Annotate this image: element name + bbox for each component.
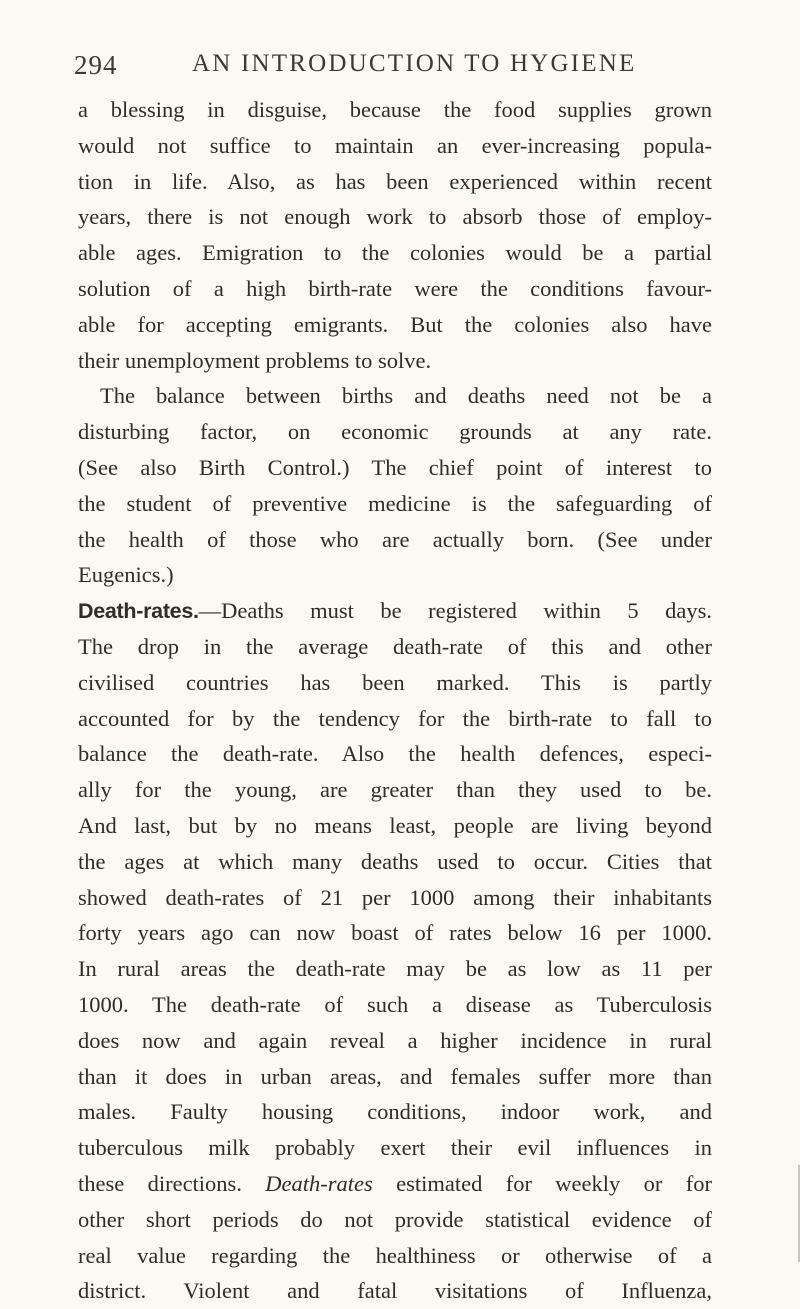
text-line: solution of a high birth-rate were the conditions favour- — [78, 275, 712, 301]
text-line: a blessing in disguise, because the food supplies grown — [78, 97, 712, 122]
text-line: their unemployment problems to solve. — [78, 347, 432, 373]
text-line: In rural areas the death-rate may be as low as 11 per — [78, 956, 712, 982]
text-line: able for accepting emigrants. But the colonies also have — [78, 311, 712, 337]
text-line: The drop in the average death-rate of this and other — [78, 633, 712, 659]
section-first-line — [78, 593, 712, 629]
page-header — [74, 50, 714, 90]
text-line: males. Faulty housing conditions, indoor work, and — [78, 1099, 712, 1125]
text-line: 1000. The death-rate of such a disease as Tuberculosis — [78, 991, 712, 1017]
text-line: the student of preventive medicine is the safeguarding of — [78, 490, 712, 516]
emphasis-term: Death-rates — [265, 1170, 373, 1196]
text-line: able ages. Emigration to the colonies would be a partial — [78, 240, 712, 266]
text-line: balance the death-rate. Also the health defences, especi- — [78, 741, 712, 767]
text-line: accounted for by the tendency for the birth-rate to fall to — [78, 705, 712, 731]
text-line: forty years ago can now boast of rates below 16 per 1000. — [78, 920, 712, 946]
text-line: tuberculous milk probably exert their evil influences in — [78, 1135, 712, 1161]
body-text — [78, 92, 712, 1309]
section-first-text: —Deaths must be registered within 5 days. — [198, 598, 712, 624]
text-line: other short periods do not provide statistical evidence of — [78, 1206, 712, 1232]
text-line: ally for the young, are greater than they used to be. — [78, 777, 712, 803]
text-fragment: these directions. — [78, 1170, 266, 1196]
text-line: district. Violent and fatal visitations of Influenza, — [78, 1278, 712, 1304]
text-line: years, there is not enough work to absorb those of employ- — [78, 204, 712, 230]
text-line: disturbing factor, on economic grounds at any rate. — [78, 419, 712, 445]
text-line: does now and again reveal a higher incidence in rural — [78, 1027, 712, 1053]
text-line: real value regarding the healthiness or otherwise of a — [78, 1242, 712, 1268]
text-line: the health of those who are actually born. (See under — [78, 526, 712, 552]
text-line-with-emphasis — [78, 1166, 712, 1202]
text-line: would not suffice to maintain an ever-increasing popula- — [78, 132, 712, 158]
text-line: showed death-rates of 21 per 1000 among their inhabitants — [78, 884, 712, 910]
section-heading: Death-rates. — [78, 599, 199, 624]
text-line: And last, but by no means least, people are living beyond — [78, 812, 712, 838]
text-line: tion in life. Also, as has been experienced within recent — [78, 168, 712, 194]
text-line: the ages at which many deaths used to occur. Cities that — [78, 848, 712, 874]
text-line: than it does in urban areas, and females suffer more than — [78, 1063, 712, 1089]
page-number: 294 — [74, 50, 118, 80]
text-line: Eugenics.) — [78, 562, 174, 588]
text-fragment: estimated for weekly or for — [372, 1170, 712, 1196]
text-line: The balance between births and deaths need not be a — [100, 383, 712, 409]
running-head: AN INTRODUCTION TO HYGIENE — [192, 50, 637, 77]
text-line: civilised countries has been marked. This is partly — [78, 669, 712, 695]
text-line: (See also Birth Control.) The chief point of interest to — [78, 454, 712, 480]
